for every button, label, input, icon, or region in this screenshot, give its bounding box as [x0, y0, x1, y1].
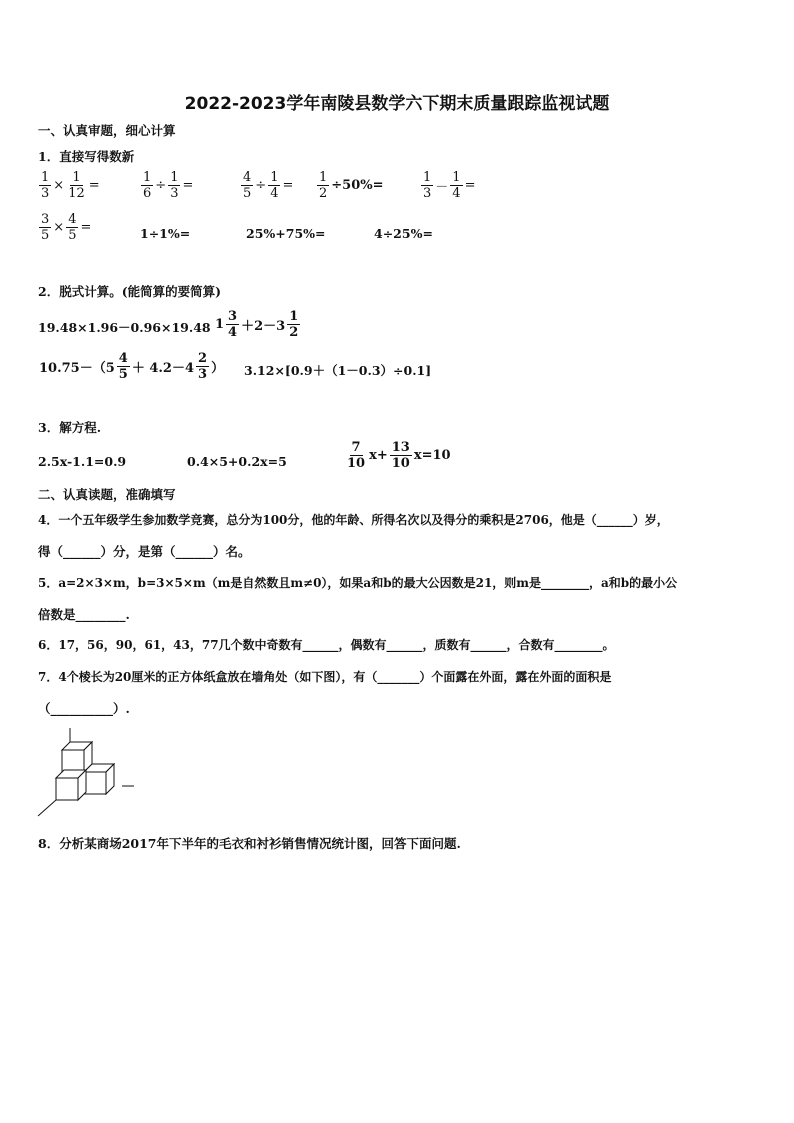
q2-expr-4: 3.12×[0.9＋（1－0.3）÷0.1]	[244, 363, 432, 378]
q3-eq-3: $\frac{7}{10}$ x+ $\frac{13}{10}$ x=10	[347, 440, 451, 471]
q1-r1-b: $\frac{1}{6}$ ÷ $\frac{1}{3}$ =	[143, 170, 194, 201]
q3-eq-2: 0.4×5+0.2x=5	[187, 454, 287, 469]
q1-r2-d: 4÷25%=	[374, 226, 433, 241]
q1-r2-c: 25%+75%=	[246, 226, 326, 241]
cube-corner-figure	[36, 724, 136, 820]
q4-line-2: 得（______）分，是第（______）名。	[38, 544, 251, 559]
section-2-heading: 二、认真读题，准确填写	[38, 487, 176, 502]
q4-line-1: 4．一个五年级学生参加数学竞赛，总分为100分，他的年龄、所得名次以及得分的乘积是2706，他是（______）岁，	[38, 513, 669, 527]
q5-line-1: 5．a=2×3×m，b=3×5×m（m是自然数且m≠0），如果a和b的最大公因数是21，则m是________，a和b的最小公	[38, 576, 678, 590]
q1-r1-d: $\frac{1}{2}$ ÷50%=	[319, 170, 384, 201]
q2-expr-3: 10.75－（5 $\frac{4}{5}$ ＋ 4.2－4 $\frac{2}{3}$ ）	[39, 351, 225, 382]
q5-line-2: 倍数是________.	[38, 607, 130, 622]
q1-r2-b: 1÷1%=	[140, 226, 191, 241]
q2-label: 2．脱式计算。(能简算的要简算)	[38, 284, 222, 299]
q3-eq-1: 2.5x-1.1=0.9	[38, 454, 127, 469]
q3-label: 3．解方程.	[38, 420, 102, 435]
q2-expr-1: 19.48×1.96－0.96×19.48	[38, 320, 211, 335]
q1-label: 1．直接写得数新	[38, 149, 135, 164]
section-1-heading: 一、认真审题，细心计算	[38, 123, 176, 138]
q7-line-1: 7．4个棱长为20厘米的正方体纸盒放在墙角处（如下图），有（_______）个面露在外面，露在外面的面积是	[38, 670, 612, 684]
q1-r1-c: $\frac{4}{5}$ ÷ $\frac{1}{4}$ =	[243, 170, 294, 201]
q2-expr-2: 1 $\frac{3}{4}$ ＋2－3 $\frac{1}{2}$	[215, 309, 299, 340]
q8-text: 8．分析某商场2017年下半年的毛衣和衬衫销售情况统计图，回答下面问题.	[38, 836, 461, 851]
q6-text: 6．17，56，90，61，43，77几个数中奇数有______，偶数有______，质数有______，合数有________。	[38, 638, 615, 652]
q1-r1-e: $\frac{1}{3}$ － $\frac{1}{4}$ =	[423, 170, 476, 201]
q7-line-2: （__________）.	[38, 701, 130, 716]
q1-r2-a: $\frac{3}{5}$ × $\frac{4}{5}$ =	[41, 212, 92, 243]
page-title: 2022-2023学年南陵县数学六下期末质量跟踪监视试题	[184, 94, 610, 114]
q1-r1-a: $\frac{1}{3}$ × $\frac{1}{12}$ =	[41, 170, 100, 201]
